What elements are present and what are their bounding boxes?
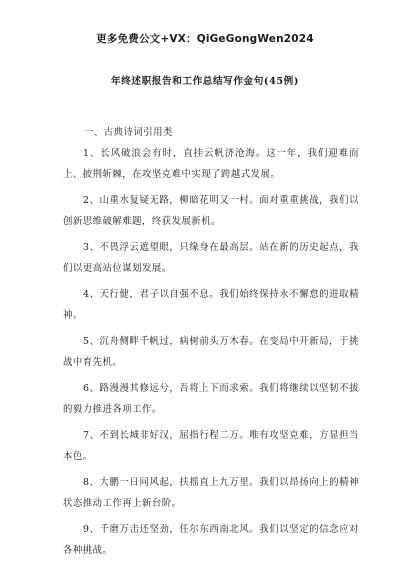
list-item: 2、山重水复疑无路，柳暗花明又一村。面对重重挑战，我们以创新思维破解难题，终获发展新机。 [63,195,359,227]
list-item: 3、不畏浮云遮望眼，只缘身在最高层。站在新的历史起点，我们以更高站位谋划发展。 [63,242,359,274]
list-item: 8、大鹏一日同风起，扶摇直上九万里。我们以昂扬向上的精神状态推动工作再上新台阶。 [63,477,359,509]
document-title: 年终述职报告和工作总结写作金句(45例) [111,76,299,87]
list-item: 7、不到长城非好汉，屈指行程二万。唯有攻坚克难，方显担当本色。 [63,430,359,462]
list-item: 9、千磨万击还坚劲，任尔东西南北风。我们以坚定的信念应对各种挑战。 [63,524,359,556]
list-item: 6、路漫漫其修远兮，吾将上下而求索。我们将继续以坚韧不拔的毅力推进各项工作。 [63,383,359,415]
promo-header: 更多免费公文+VX：QiGeGongWen2024 [96,33,314,45]
list-item: 1、长风破浪会有时，直挂云帆济沧海。这一年，我们迎难而上、披荆斩棘，在攻坚克难中实现了跨越式发展。 [63,148,359,180]
quote-list [63,143,359,566]
list-item: 5、沉舟侧畔千帆过，病树前头万木春。在变局中开新局，于挑战中育先机。 [63,336,359,368]
section-heading: 一、古典诗词引用类 [84,127,173,138]
list-item: 4、天行健，君子以自强不息。我们始终保持永不懈怠的进取精神。 [63,289,359,321]
